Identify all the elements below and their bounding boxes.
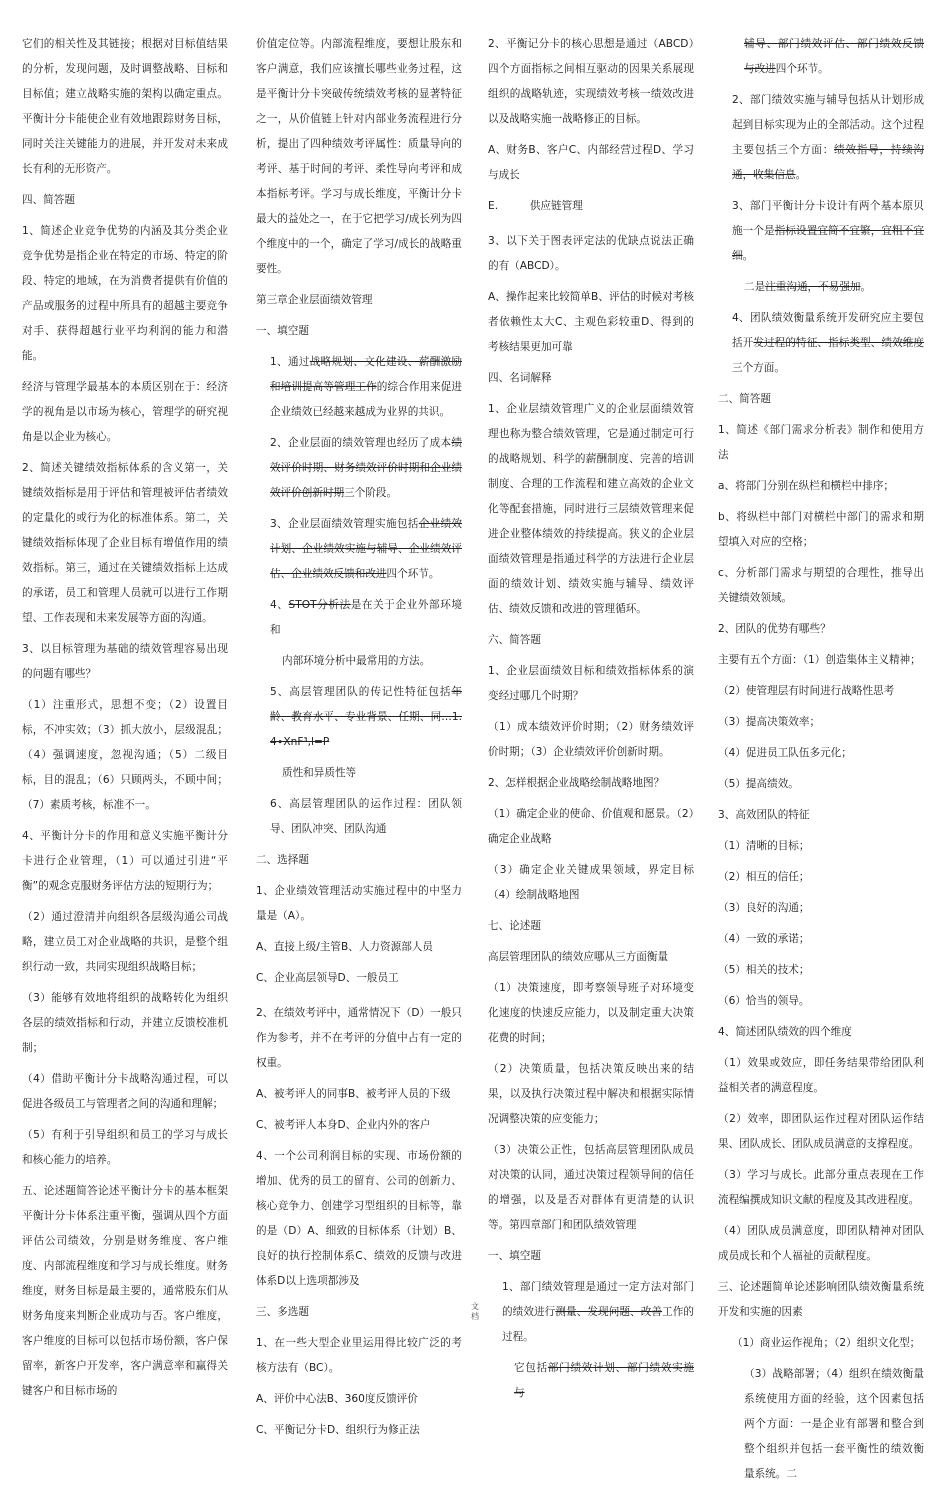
- question: 1、企业绩效管理活动实施过程中的中坚力量是（A）。: [256, 885, 462, 922]
- option-line: A、操作起来比较简单B、评估的时候对考核者依赖性太大C、主观色彩较重D、得到的考核结果更加可靠: [488, 291, 694, 353]
- paragraph: （1）注重形式，思想不变；（2）设置目标，不冲实效；（3）抓大放小，层级混乱；（4）强调速度，忽视沟通；（5）二级目标，目的混乱；（6）只顾两头，不顾中间；（7）素质考核，标准不一。: [22, 699, 228, 811]
- paragraph: （3）决策公正性，包括高层管理团队成员对决策的认同，通过决策过程领导间的信任的增强，以及是否对群体有更清楚的认识等。第四章部门和团队绩效管理: [488, 1144, 694, 1231]
- paragraph: （5）有利于引导组织和员工的学习与成长和核心能力的培养。: [22, 1129, 228, 1166]
- section-heading: 七、论述题: [488, 920, 541, 932]
- paragraph: 6、高层管理团队的运作过程：团队领导、团队冲突、团队沟通: [270, 798, 462, 835]
- paragraph: 质性和异质性等: [282, 767, 357, 779]
- page-footer: [0, 1302, 950, 1322]
- fill-blank-item: 2、企业层面的绩效管理也经历了成本绩效评价时期、财务绩效评价时期和企业绩效评价创新时期三个阶段。: [270, 437, 462, 499]
- paragraph: （3）学习与成长。此部分重点表现在工作流程编撰成知识文献的程度及其改进程度。: [718, 1169, 924, 1206]
- question: 3、高效团队的特征: [718, 809, 810, 821]
- fill-blank-item: 5、高层管理团队的传记性特征包括年龄、教育水平、专业背景、任期、同…1.4∙XnF³,l=P: [270, 686, 462, 748]
- fill-blank-item: 1、部门绩效管理是通过一定方法对部门的绩效进行测量、发现问题、改善工作的过程。: [502, 1281, 695, 1343]
- question: 1、企业层面绩效目标和绩效指标体系的演变经过哪几个时期？: [488, 665, 694, 702]
- option-line: E. 供应链管理: [488, 200, 583, 212]
- paragraph: 价值定位等。内部流程维度，要想让股东和客户满意，我们应该擅长哪些业务过程，这是平衡计分卡突破传统绩效考核的显著特征之一，从价值链上针对内部业务流程进行分析，提出了四种绩效考评属性：质量导向的考评、基于时间的考评、柔性导向考评和成本指标考评。学习与成长维度，平衡计分卡最大的益处之一，在于它把学习/成长列为四个维度中的一个，确定了学习/成长的战略重要性。: [256, 38, 462, 275]
- paragraph: （1）决策速度，即考察领导班子对环境变化速度的快速反应能力，以及制定重大决策花费的时间；: [488, 982, 694, 1044]
- paragraph: （3）提高决策效率；: [718, 716, 821, 728]
- fill-blank-item: 它包括部门绩效计划、部门绩效实施与: [514, 1362, 695, 1399]
- section-heading: 一、填空题: [488, 1250, 541, 1262]
- paragraph: （2）决策质量，包括决策反映出来的结果，以及执行决策过程中解决和根据实际情况调整决策的应变能力；: [488, 1063, 694, 1125]
- paragraph: （4）借助平衡计分卡战略沟通过程，可以促进各级员工与管理者之间的沟通和理解；: [22, 1073, 228, 1110]
- paragraph: （3）确定企业关键成果领域，界定目标（4）绘制战略地图: [488, 864, 694, 901]
- question: 2、在绩效考评中，通常情况下（D）一般只作为参考，并不在考评的分值中占有一定的权重。: [256, 1007, 462, 1069]
- section-heading: 四、名词解释: [488, 372, 552, 384]
- answer-strikethrough: 部门绩效计划、部门绩效实施与: [514, 1362, 695, 1399]
- question: 2、怎样根据企业战略绘制战略地图？: [488, 777, 665, 789]
- paragraph: （2）效率，即团队运作过程对团队运作结果、团队成长、团队成员满意的支撑程度。: [718, 1113, 924, 1150]
- answer-strikethrough: STOT分析法: [288, 599, 351, 611]
- paragraph: 五、论述题简答论述平衡计分卡的基本框架平衡计分卡体系注重平衡，强调从四个方面评估公司绩效，分别是财务维度、客户维度、内部流程维度和学习与成长维度。财务维度，财务目标是最主要的，通常股东们从财务角度来判断企业成功与否。客户维度，客户维度的目标可以包括市场份额，客户保留率，新客户开发率，客户满意率和赢得关键客户和目标市场的: [22, 1185, 228, 1397]
- answer-strikethrough: 测量、发现问题、改善: [555, 1306, 663, 1318]
- option-line: A、直接上级/主管B、人力资源部人员: [256, 941, 433, 953]
- option-line: A、评价中心法B、360度反馈评价: [256, 1393, 418, 1405]
- fill-blank-item: 1、通过战略规划、文化建设、薪酬激励和培训提高等管理工作的综合作用来促进企业绩效已经越来越成为业界的共识。: [270, 356, 463, 418]
- answer-strikethrough: 企业绩效计划、企业绩效实施与辅导、企业绩效评估、企业绩效反馈和改进: [270, 518, 463, 580]
- paragraph: （1）成本绩效评价时期；（2）财务绩效评价时期；（3）企业绩效评价创新时期。: [488, 721, 694, 758]
- option-line: C、企业高层领导D、一般员工: [256, 972, 399, 984]
- fill-blank-item: 辅导、部门绩效评估、部门绩效反馈与改进四个环节。: [744, 38, 924, 75]
- fill-blank-item: 2、部门绩效实施与辅导包括从计划形成起到目标实现为止的全部活动。这个过程主要包括三个方面：绩效指导，持续沟通，收集信息。: [732, 94, 925, 181]
- paragraph: 高层管理团队的绩效应哪从三方面衡量: [488, 951, 669, 963]
- paragraph: （3）战略部署；（4）组织在绩效衡量系统使用方面的经验，这个因素包括两个方面：一是企业有部署和整合到整个组织并包括一套平衡性的绩效衡量系统。二: [744, 1368, 924, 1480]
- paragraph: （2）使管理层有时间进行战略性思考: [718, 685, 895, 697]
- section-heading: 二、简答题: [718, 393, 771, 405]
- paragraph: 它们的相关性及其链接；根据对目标值结果的分析，发现问题，及时调整战略、目标和目标值；建立战略实施的架构以确定重点。平衡计分卡能使企业有效地跟踪财务目标，同时关注关键能力的进展，并开发对未来成长有利的无形资产。: [22, 38, 228, 175]
- paragraph: （2）相互的信任；: [718, 871, 810, 883]
- paragraph: （5）提高绩效。: [718, 778, 799, 790]
- column-3: [488, 32, 695, 1399]
- answer-strikethrough: 注重沟通，不易强加: [765, 281, 861, 293]
- section-heading: 四、简答题: [22, 194, 75, 206]
- paragraph: 4、平衡计分卡的作用和意义实施平衡计分卡进行企业管理，（1）可以通过引进“平衡”的观念克服财务评估方法的短期行为；: [22, 830, 228, 892]
- option-line: C、被考评人本身D、企业内外的客户: [256, 1119, 431, 1131]
- fill-blank-item: 二是注重沟通，不易强加。: [744, 281, 872, 293]
- paragraph: （3）良好的沟通；: [718, 902, 810, 914]
- question: 三、论述题简单论述影响团队绩效衡量系统开发和实施的因素: [718, 1281, 924, 1318]
- question: 3、以下关于图表评定法的优缺点说法正确的有（ABCD）。: [488, 235, 694, 272]
- paragraph: c、分析部门需求与期望的合理性，推导出关键绩效领域。: [718, 567, 924, 604]
- question: 2、团队的优势有哪些？: [718, 623, 831, 635]
- column-2: [256, 32, 463, 1436]
- paragraph: （1）确定企业的使命、价值观和愿景。（2）确定企业战略: [488, 808, 694, 845]
- paragraph: 3、以目标管理为基础的绩效管理容易出现的问题有哪些？: [22, 643, 228, 680]
- fill-blank-item: 4、团队绩效衡量系统开发研究应主要包括开发过程的特征、指标类型、绩效维度三个方面。: [732, 312, 925, 374]
- paragraph: （4）团队成员满意度，即团队精神对团队成员成长和个人福祉的贡献程度。: [718, 1225, 924, 1262]
- column-1: [22, 32, 228, 1397]
- paragraph: 1、简述企业竞争优势的内涵及其分类企业竞争优势是指企业在特定的市场、特定的阶段、特定的地域，在为消费者提供有价值的产品或服务的过程中所具有的超越主要竞争对手、获得超越行业平均利润的能力和潜能。: [22, 225, 228, 362]
- paragraph: （5）相关的技术；: [718, 964, 810, 976]
- paragraph: 内部环境分析中最常用的方法。: [282, 655, 431, 667]
- question: 1、简述《部门需求分析表》制作和使用方法: [718, 424, 924, 461]
- paragraph: 主要有五个方面：（1）创造集体主义精神；: [718, 654, 921, 666]
- answer-strikethrough: 发过程的特征、指标类型、绩效维度: [753, 337, 925, 349]
- paragraph: 2、简述关键绩效指标体系的含义第一，关键绩效指标是用于评估和管理被评估者绩效的定量化的或行为化的标准体系。第二，关键绩效指标体现了企业目标有增值作用的绩效指标。第三，通过在关键绩效指标上达成的承诺，员工和管理人员就可以进行工作期望、工作表现和未来发展等方面的沟通。: [22, 462, 228, 624]
- fill-blank-item: 3、部门平衡计分卡设计有两个基本原贝施一个是指标设置宜简不宜繁，宜粗不宜细。: [732, 200, 925, 262]
- footer-line: 档: [471, 1312, 479, 1321]
- answer-strikethrough: 绩效评价时期、财务绩效评价时期和企业绩效评价创新时期: [270, 437, 462, 499]
- question: 1、在一些大型企业里运用得比较广泛的考核方法有（BC）。: [256, 1337, 462, 1374]
- answer-strikethrough: 指标设置宜简不宜繁，宜粗不宜细: [732, 225, 925, 262]
- chapter-heading: 第三章企业层面绩效管理: [256, 294, 373, 306]
- option-line: A、财务B、客户C、内部经营过程D、学习与成长: [488, 144, 694, 181]
- paragraph: 1、企业层绩效管理广义的企业层面绩效管理也称为整合绩效管理，它是通过制定可行的战略规划、科学的薪酬制度、完善的培训制度、合理的工作流程和建立高效的企业文化等配套措施，同时进行三层绩效管理来促进企业整体绩效的持续提高。狭义的企业层面绩效管理是指通过科学的方法进行企业层面的绩效计划、绩效实施与辅导、绩效评估、绩效反馈和改进的管理循环。: [488, 403, 694, 615]
- paragraph: （3）能够有效地将组织的战略转化为组织各层的绩效指标和行动，并建立反馈校准机制；: [22, 992, 228, 1054]
- question: 2、平衡记分卡的核心思想是通过（ABCD）四个方面指标之间相互驱动的因果关系展现组织的战略轨迹，实现绩效考核一绩效改进以及战略实施一战略修正的目标。: [488, 38, 694, 125]
- paragraph: a、将部门分别在纵栏和横栏中排序；: [718, 480, 894, 492]
- paragraph: （1）商业运作视角；（2）组织文化型；: [732, 1337, 921, 1349]
- answer-strikethrough: 战略规划、文化建设、薪酬激励和培训提高等管理工作: [270, 356, 462, 393]
- option-line: A、被考评人的同事B、被考评人员的下级: [256, 1088, 451, 1100]
- section-heading: 六、简答题: [488, 634, 541, 646]
- paragraph: （2）通过澄清并向组织各层级沟通公司战略，建立员工对企业战略的共识，是整个组织行动一致，共同实现组织战略目标；: [22, 911, 228, 973]
- section-heading: 三、多选题: [256, 1306, 309, 1318]
- answer-strikethrough: 年龄、教育水平、专业背景、任期、同…1.4∙XnF³,l=P: [270, 686, 462, 748]
- option-line: C、平衡记分卡D、组织行为修正法: [256, 1424, 420, 1436]
- column-4: [718, 32, 925, 1480]
- question: 4、简述团队绩效的四个维度: [718, 1026, 852, 1038]
- answer-strikethrough: 辅导、部门绩效评估、部门绩效反馈与改进: [744, 38, 924, 75]
- answer-strikethrough: 绩效指导，持续沟通，收集信息: [732, 144, 925, 181]
- section-heading: 一、填空题: [256, 325, 309, 337]
- question: 4、一个公司利润目标的实现、市场份额的增加、优秀的员工的留育、公司的创新力、核心竞争力、创建学习型组织的目标等，靠的是（D）A、细致的目标体系（计划）B、良好的执行控制体系C、绩效的反馈与改进体系D以上选项都涉及: [256, 1150, 462, 1287]
- paragraph: b、将纵栏中部门对横栏中部门的需求和期望填入对应的空格；: [718, 511, 924, 548]
- footer-line: 文: [471, 1302, 479, 1311]
- paragraph: （4）一致的承诺；: [718, 933, 810, 945]
- paragraph: （1）清晰的目标；: [718, 840, 810, 852]
- fill-blank-item: 3、企业层面绩效管理实施包括企业绩效计划、企业绩效实施与辅导、企业绩效评估、企业绩效反馈和改进四个环节。: [270, 518, 463, 580]
- paragraph: （1）效果或效应，即任务结果带给团队利益相关者的满意程度。: [718, 1057, 924, 1094]
- section-heading: 二、选择题: [256, 854, 309, 866]
- paragraph: （6）恰当的领导。: [718, 995, 810, 1007]
- paragraph: （4）促进员工队伍多元化；: [718, 747, 852, 759]
- fill-blank-item: 4、STOT分析法是在关于企业外部环境和: [270, 599, 462, 636]
- paragraph: 经济与管理学最基本的本质区别在于：经济学的视角是以市场为核心，管理学的研究视角是以企业为核心。: [22, 381, 228, 443]
